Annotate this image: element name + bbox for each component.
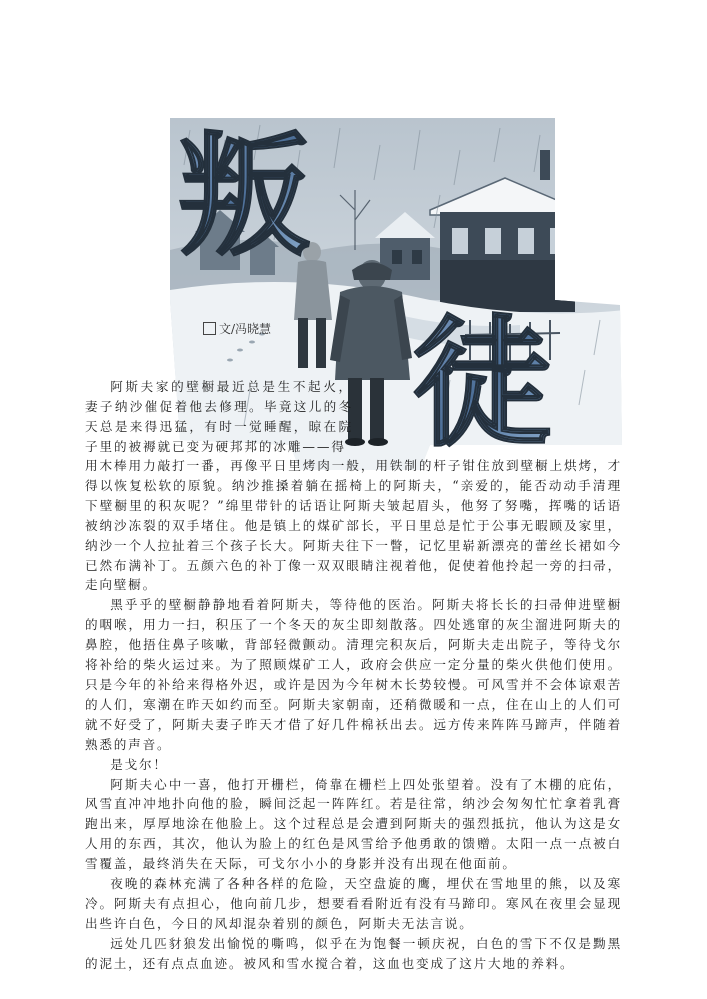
byline-text: 文/冯晓慧 [219,322,272,336]
paragraph-1-lead: 阿斯夫家的壁橱最近总是生不起火，妻子纳沙催促着他去修理。毕竟这儿的冬天总是来得迅猛，有时一觉睡醒，晾在院子里的被褥就已变为硬邦邦的冰雕——得 [85,379,353,454]
paragraph-1-continued: 用木棒用力敲打一番，再像平日里烤肉一般，用铁制的杆子钳住放到壁橱上烘烤，才得以恢复松软的原貌。纳沙推搡着躺在摇椅上的阿斯夫，“亲爱的，能否动动手清理下壁橱里的积灰呢？”绵里带针的话语让阿斯夫皱起眉头，他努了努嘴，挥嘴的话语被纳沙冻裂的双手堵住。他是镇上的煤矿部长，平日里总是忙于公事无暇顾及家里，纳沙一个人拉扯着三个孩子长大。阿斯夫往下一瞥，记忆里崭新漂亮的蕾丝长裙如今已然布满补丁。五颜六色的补丁像一双双眼睛注视着他，促使着他拎起一旁的扫帚，走向壁橱。 [85,458,622,593]
paragraph-6: 远处几匹豺狼发出愉悦的嘶鸣，似乎在为饱餐一顿庆祝，白色的雪下不仅是黝黑的泥土，还有点点血迹。被风和雪水搅合着，这血也变成了这片大地的养料。 [85,935,622,971]
byline-box-icon [203,322,216,335]
byline [203,320,271,337]
title-char-2: 徒 [412,303,553,466]
paragraph-3: 是戈尔！ [110,756,168,772]
paragraph-2: 黑乎乎的壁橱静静地看着阿斯夫，等待他的医治。阿斯夫将长长的扫帚伸进壁橱的咽喉，用力一扫，积压了一个冬天的灰尘即刻散落。四处逃窜的灰尘溜进阿斯夫的鼻腔，他捂住鼻子咳嗽，背部轻微颤动。清理完积灰后，阿斯夫走出院子，等待戈尔将补给的柴火运过来。为了照顾煤矿工人，政府会供应一定分量的柴火供他们使用。只是今年的补给来得格外迟，或许是因为今年树木长势较慢。可风雪并不会体谅艰苦的人们，寒潮在昨天如约而至。阿斯夫家朝南，还稍微暖和一点，住在山上的人们可就不好受了，阿斯夫妻子昨天才借了好几件棉袄出去。远方传来阵阵马蹄声，伴随着熟悉的声音。 [85,597,622,752]
article-body [85,456,622,974]
paragraph-5: 夜晚的森林充满了各种各样的危险，天空盘旋的鹰，埋伏在雪地里的熊，以及寒冷。阿斯夫有点担心，他向前几步，想要看看附近有没有马蹄印。寒风在夜里会显现出些许白色，今日的风却混杂着别的颜色，阿斯夫无法言说。 [85,876,622,931]
paragraph-4: 阿斯夫心中一喜，他打开栅栏，倚靠在栅栏上四处张望着。没有了木棚的庇佑，风雪直冲冲地扑向他的脸，瞬间泛起一阵阵红。若是往常，纳沙会匆匆忙忙拿着乳膏跑出来，厚厚地涂在他脸上。这个过程总是会遭到阿斯夫的强烈抵抗，他认为这是女人用的东西，其次，他认为脸上的红色是风雪给予他勇敢的馈赠。太阳一点一点被白雪覆盖，最终消失在天际，可戈尔小小的身影并没有出现在他面前。 [85,776,622,872]
title-char-1: 叛 [178,120,310,274]
